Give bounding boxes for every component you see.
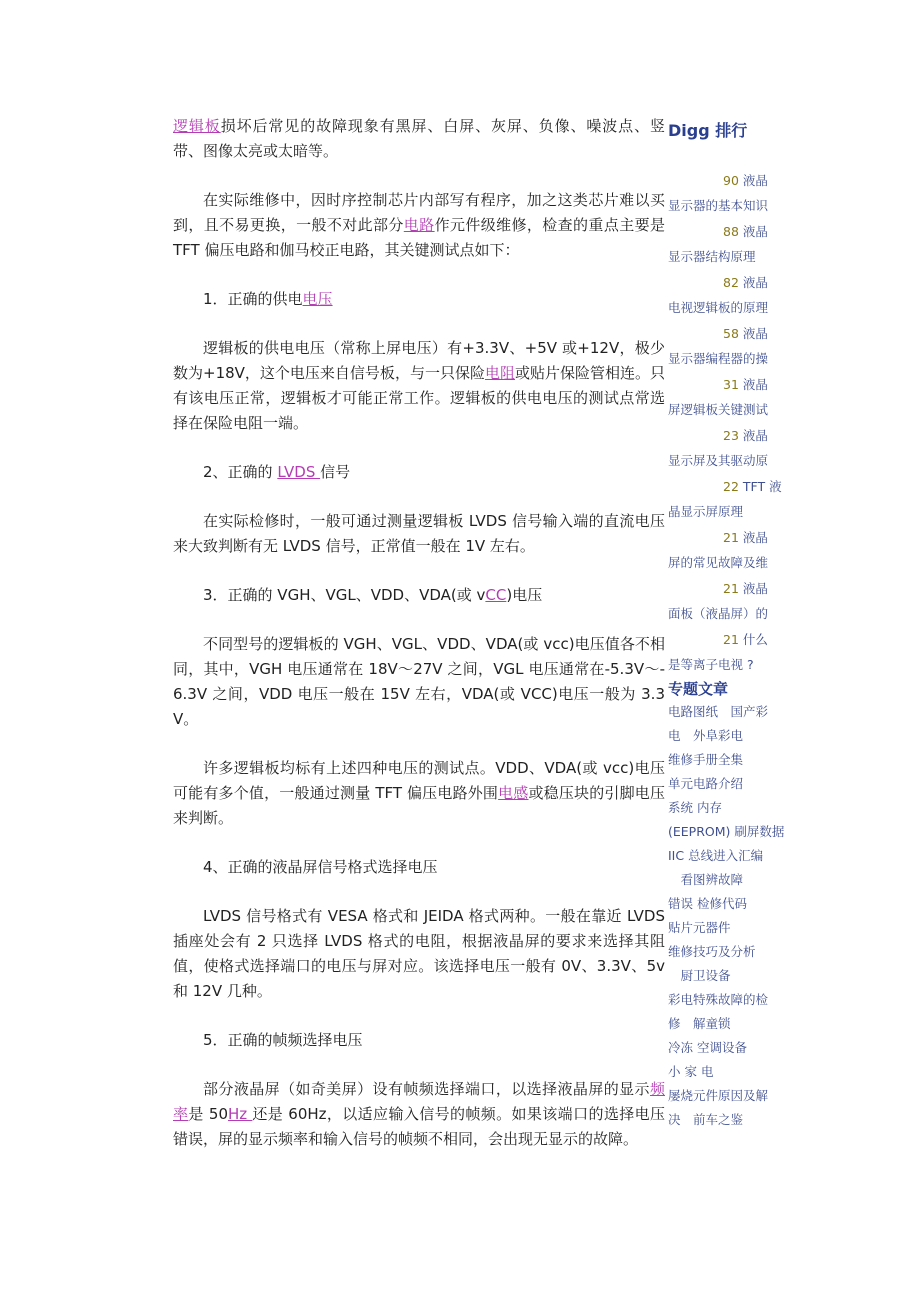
paragraph-6 — [173, 756, 665, 831]
link-lvds[interactable]: LVDS — [277, 463, 321, 481]
rank-score: 82 — [723, 275, 739, 290]
heading-3-text-b: )电压 — [506, 586, 543, 604]
rank-score: 21 — [723, 530, 739, 545]
rank-score-line — [668, 219, 784, 244]
paragraph-1 — [173, 114, 665, 164]
heading-2-text-b: 信号 — [320, 463, 351, 481]
heading-2-text-a: 2、正确的 — [203, 463, 278, 481]
article-body — [173, 114, 665, 1176]
rank-title-link[interactable]: 晶显示屏原理 — [668, 504, 744, 519]
link-resistor[interactable]: 电阻 — [484, 364, 515, 382]
digg-ranking-list — [668, 168, 784, 678]
paragraph-2-text-a: 在实际维修中，因时序控制芯片内部写有程序，加之这类芯片难以买到，且不易更换，一般不对此部分 — [173, 191, 665, 234]
rank-score-line — [668, 168, 784, 193]
rank-title-start[interactable]: 液晶 — [742, 326, 768, 341]
topic-link[interactable]: 维修手册全集 — [668, 752, 744, 767]
digg-ranking-title: Digg 排行 — [668, 121, 748, 140]
rank-title-start[interactable]: TFT 液 — [742, 479, 782, 494]
rank-title-start[interactable]: 液晶 — [742, 275, 768, 290]
topic-link[interactable]: 屡烧元件原因及解 — [668, 1088, 769, 1103]
paragraph-3-text-b: 或贴片保险管相连。只有该电压正常，逻辑板才可能正常工作。逻辑板的供电电压的测试点常选择在保险电阻一端。 — [173, 364, 665, 432]
rank-score-line — [668, 576, 784, 601]
paragraph-8 — [173, 1077, 665, 1152]
digg-rank-item[interactable] — [668, 423, 784, 474]
rank-title-start[interactable]: 液晶 — [742, 377, 768, 392]
digg-rank-item[interactable] — [668, 474, 784, 525]
paragraph-8-text-c: 还是 60Hz，以适应输入信号的帧频。如果该端口的选择电压错误，屏的显示频率和输入信号的帧频不相同，会出现无显示的故障。 — [173, 1105, 665, 1148]
rank-title-link[interactable]: 屏的常见故障及维 — [668, 555, 769, 570]
rank-score: 31 — [723, 377, 739, 392]
link-logic-board[interactable]: 逻辑板 — [173, 117, 221, 135]
rank-score-line — [668, 321, 784, 346]
rank-title-start[interactable]: 液晶 — [742, 428, 768, 443]
heading-5: 5．正确的帧频选择电压 — [203, 1031, 363, 1049]
rank-score-line — [668, 627, 784, 652]
topic-link[interactable]: 小 家 电 — [668, 1064, 714, 1079]
link-voltage[interactable]: 电压 — [302, 290, 333, 308]
digg-rank-item[interactable] — [668, 321, 784, 372]
paragraph-3 — [173, 336, 665, 436]
topic-link[interactable]: 贴片元器件 — [668, 920, 731, 935]
rank-title-link[interactable]: 显示器编程器的操 — [668, 351, 769, 366]
digg-rank-item[interactable] — [668, 627, 784, 678]
topic-link[interactable]: 电 外阜彩电 — [668, 728, 744, 743]
paragraph-8-text-a: 部分液晶屏（如奇美屏）设有帧频选择端口，以选择液晶屏的显示 — [203, 1080, 650, 1098]
paragraph-4: 在实际检修时，一般可通过测量逻辑板 LVDS 信号输入端的直流电压来大致判断有无 LVDS 信号，正常值一般在 1V 左右。 — [173, 512, 665, 555]
link-hz[interactable]: Hz — [228, 1105, 253, 1123]
topic-link[interactable]: 电路图纸 国产彩 — [668, 704, 769, 719]
link-circuit[interactable]: 电路 — [403, 216, 435, 234]
rank-title-link[interactable]: 显示屏及其驱动原 — [668, 453, 769, 468]
topic-link[interactable]: (EEPROM) 刷屏数据 — [668, 824, 784, 839]
rank-title-start[interactable]: 液晶 — [742, 530, 768, 545]
rank-title-start[interactable]: 液晶 — [742, 173, 768, 188]
rank-score-line — [668, 372, 784, 397]
digg-rank-item[interactable] — [668, 168, 784, 219]
heading-1-text: 1．正确的供电 — [203, 290, 303, 308]
rank-score: 21 — [723, 581, 739, 596]
rank-score: 23 — [723, 428, 739, 443]
rank-title-link[interactable]: 屏逻辑板关键测试 — [668, 402, 769, 417]
paragraph-7: LVDS 信号格式有 VESA 格式和 JEIDA 格式两种。一般在靠近 LVDS 插座处会有 2 只选择 LVDS 格式的电阻，根据液晶屏的要求来选择其阻值，使格式选择端口的电压与屏对应。该选择电压一般有 0V、3.3V、5v 和 12V 几种。 — [173, 907, 665, 1000]
paragraph-2 — [173, 188, 665, 263]
digg-rank-item[interactable] — [668, 576, 784, 627]
paragraph-8-text-b: 是 50 — [188, 1105, 229, 1123]
topic-link[interactable]: 修 解童锁 — [668, 1016, 731, 1031]
topic-link[interactable]: 维修技巧及分析 — [668, 944, 756, 959]
sidebar — [668, 114, 784, 1132]
topic-link[interactable]: 决 前车之鉴 — [668, 1112, 744, 1127]
paragraph-5: 不同型号的逻辑板的 VGH、VGL、VDD、VDA(或 vcc)电压值各不相同，其中，VGH 电压通常在 18V～27V 之间，VGL 电压通常在-5.3V～-6.3V 之间，VDD 电压一般在 15V 左右，VDA(或 VCC)电压一般为 3.3V。 — [173, 635, 665, 728]
topic-articles-list — [668, 700, 784, 1132]
rank-score-line — [668, 474, 784, 499]
link-frequency[interactable]: 频率 — [173, 1080, 665, 1123]
topic-link[interactable]: 系统 内存 — [668, 800, 722, 815]
rank-score-line — [668, 423, 784, 448]
rank-score: 90 — [723, 173, 739, 188]
link-inductor[interactable]: 电感 — [498, 784, 529, 802]
digg-rank-item[interactable] — [668, 270, 784, 321]
rank-score: 21 — [723, 632, 739, 647]
topic-articles-title: 专题文章 — [668, 680, 729, 698]
paragraph-6-text-b: 或稳压块的引脚电压来判断。 — [173, 784, 665, 827]
rank-title-link[interactable]: 显示器结构原理 — [668, 249, 756, 264]
heading-3 — [173, 583, 665, 608]
rank-title-link[interactable]: 显示器的基本知识 — [668, 198, 769, 213]
rank-title-link[interactable]: 电视逻辑板的原理 — [668, 300, 769, 315]
rank-title-link[interactable]: 面板（液晶屏）的 — [668, 606, 769, 621]
topic-link[interactable]: 彩电特殊故障的检 — [668, 992, 769, 1007]
digg-rank-item[interactable] — [668, 219, 784, 270]
topic-link[interactable]: 厨卫设备 — [668, 968, 731, 983]
paragraph-1-text: 损坏后常见的故障现象有黑屏、白屏、灰屏、负像、噪波点、竖带、图像太亮或太暗等。 — [173, 117, 665, 160]
topic-link[interactable]: 单元电路介绍 — [668, 776, 744, 791]
rank-title-link[interactable]: 是等离子电视 ? — [668, 657, 754, 672]
rank-title-start[interactable]: 液晶 — [742, 224, 768, 239]
link-vcc[interactable]: CC — [485, 586, 507, 604]
heading-3-text-a: 3．正确的 VGH、VGL、VDD、VDA(或 v — [203, 586, 486, 604]
rank-score: 88 — [723, 224, 739, 239]
paragraph-3-text-a: 逻辑板的供电电压（常称上屏电压）有+3.3V、+5V 或+12V，极少数为+18V，这个电压来自信号板，与一只保险 — [173, 339, 665, 382]
topic-link[interactable]: 错误 检修代码 — [668, 896, 747, 911]
rank-title-start[interactable]: 什么 — [742, 632, 768, 647]
rank-score: 58 — [723, 326, 739, 341]
topic-link[interactable]: 看图辨故障 — [668, 872, 744, 887]
heading-2 — [173, 460, 665, 485]
rank-score-line — [668, 525, 784, 550]
rank-score-line — [668, 270, 784, 295]
rank-title-start[interactable]: 液晶 — [742, 581, 768, 596]
paragraph-2-text-b: 作元件级维修，检查的重点主要是 TFT 偏压电路和伽马校正电路，其关键测试点如下： — [173, 216, 665, 259]
digg-rank-item[interactable] — [668, 525, 784, 576]
rank-score: 22 — [723, 479, 739, 494]
digg-rank-item[interactable] — [668, 372, 784, 423]
topic-link[interactable]: 冷冻 空调设备 — [668, 1040, 747, 1055]
topic-link[interactable]: IIC 总线进入汇编 — [668, 848, 764, 863]
heading-1 — [173, 287, 665, 312]
heading-4: 4、正确的液晶屏信号格式选择电压 — [203, 858, 438, 876]
paragraph-6-text-a: 许多逻辑板均标有上述四种电压的测试点。VDD、VDA(或 vcc)电压可能有多个值，一般通过测量 TFT 偏压电路外围 — [173, 759, 665, 802]
